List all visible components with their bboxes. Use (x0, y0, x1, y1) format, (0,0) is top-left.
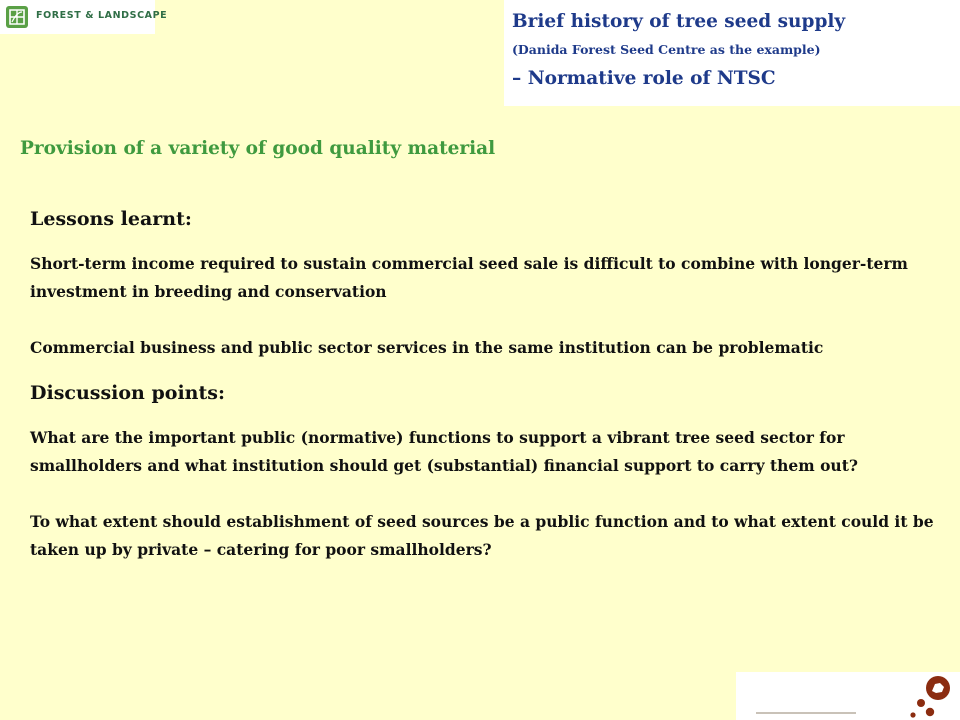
slide-title-box (504, 0, 960, 106)
footer-divider (756, 712, 856, 714)
discussion-point: To what extent should establishment of seed sources be a public function and to what extent could it be taken up by private – catering for poor smallholders? (30, 512, 934, 559)
footer-logo-box (736, 672, 960, 720)
slide-title-topic: – Normative role of NTSC (512, 68, 776, 89)
forest-landscape-logo (0, 0, 168, 34)
slide-subtitle: (Danida Forest Seed Centre as the example) (512, 42, 821, 57)
lesson-point: Short-term income required to sustain commercial seed sale is difficult to combine with longer-term investment in breeding and conservation (30, 254, 908, 301)
section-heading: Provision of a variety of good quality material (20, 138, 496, 159)
university-seal-icon (906, 674, 960, 720)
slide-title: Brief history of tree seed supply (512, 11, 846, 32)
leaf-grid-logo-icon (6, 6, 28, 28)
slide-body (30, 198, 942, 564)
logo-text: FOREST & LANDSCAPE (36, 10, 168, 21)
discussion-point: What are the important public (normative) functions to support a vibrant tree seed sector for smallholders and what institution should get (substantial) financial support to carry them out? (30, 428, 858, 475)
lesson-point: Commercial business and public sector services in the same institution can be problematic (30, 338, 824, 357)
lessons-heading: Lessons learnt: (30, 208, 192, 230)
discussion-heading: Discussion points: (30, 382, 225, 404)
